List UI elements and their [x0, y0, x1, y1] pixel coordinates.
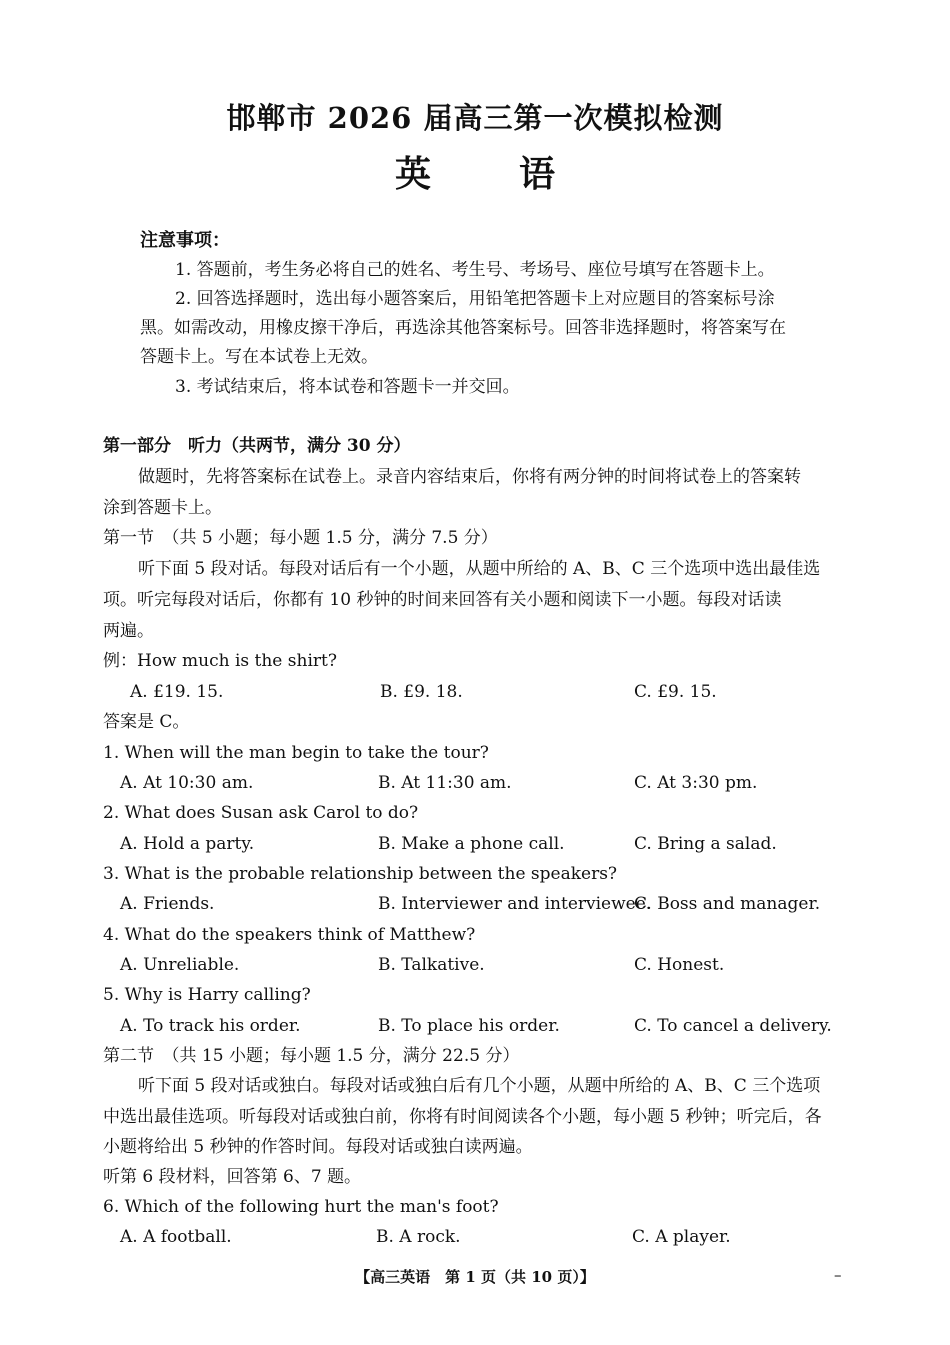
- question-1-option-a: A. At 10:30 am.: [120, 773, 254, 793]
- page-footer: 【高三英语 第 1 页（共 10 页）】: [355, 1268, 595, 1286]
- section1-heading: 第一节 （共 5 小题；每小题 1.5 分，满分 7.5 分）: [103, 528, 498, 548]
- question-6-option-a: A. A football.: [120, 1227, 232, 1247]
- notes-item-2-line-2: 黑。如需改动，用橡皮擦干净后，再选涂其他答案标号。回答非选择题时，将答案写在: [140, 318, 786, 338]
- example-option-a: A. £19. 15.: [130, 682, 224, 702]
- notes-heading: 注意事项：: [140, 230, 230, 251]
- example-option-c: C. £9. 15.: [634, 682, 717, 702]
- section1-intro-line-1: 听下面 5 段对话。每段对话后有一个小题，从题中所给的 A、B、C 三个选项中选出最佳选: [138, 559, 821, 579]
- notes-item-3: 3. 考试结束后，将本试卷和答题卡一并交回。: [175, 377, 520, 397]
- example-answer: 答案是 C。: [103, 712, 190, 732]
- exam-title: 邯郸市 2026 届高三第一次模拟检测: [226, 101, 724, 135]
- example-option-b: B. £9. 18.: [380, 682, 463, 702]
- question-4: 4. What do the speakers think of Matthew?: [103, 925, 476, 945]
- question-6-option-c: C. A player.: [632, 1227, 731, 1247]
- question-2-option-a: A. Hold a party.: [120, 834, 255, 854]
- section2-heading: 第二节 （共 15 小题；每小题 1.5 分，满分 22.5 分）: [103, 1046, 520, 1066]
- question-3-option-b: B. Interviewer and interviewee.: [378, 894, 652, 914]
- footer-dash: –: [834, 1266, 842, 1284]
- section2-intro-line-3: 小题将给出 5 秒钟的作答时间。每段对话或独白读两遍。: [103, 1137, 533, 1157]
- section1-intro-line-3: 两遍。: [103, 621, 154, 641]
- notes-item-2-line-1: 2. 回答选择题时，选出每小题答案后，用铅笔把答题卡上对应题目的答案标号涂: [175, 289, 775, 309]
- question-3: 3. What is the probable relationship between the speakers?: [103, 864, 618, 884]
- question-6: 6. Which of the following hurt the man's foot?: [103, 1197, 499, 1217]
- question-2-option-b: B. Make a phone call.: [378, 834, 565, 854]
- part1-intro-line-1: 做题时，先将答案标在试卷上。录音内容结束后，你将有两分钟的时间将试卷上的答案转: [138, 467, 801, 487]
- question-4-option-b: B. Talkative.: [378, 955, 485, 975]
- question-1-option-c: C. At 3:30 pm.: [634, 773, 758, 793]
- subject-char-1: 英: [394, 153, 431, 195]
- question-4-option-c: C. Honest.: [634, 955, 725, 975]
- question-3-option-c: C. Boss and manager.: [634, 894, 821, 914]
- question-5-option-b: B. To place his order.: [378, 1016, 560, 1036]
- question-2-option-c: C. Bring a salad.: [634, 834, 777, 854]
- example-question: 例：How much is the shirt?: [103, 651, 337, 671]
- section2-intro-line-2: 中选出最佳选项。听每段对话或独白前，你将有时间阅读各个小题，每小题 5 秒钟；听完后，各: [103, 1107, 822, 1127]
- notes-item-2-line-3: 答题卡上。写在本试卷上无效。: [140, 347, 378, 367]
- question-2: 2. What does Susan ask Carol to do?: [103, 803, 419, 823]
- part1-intro-line-2: 涂到答题卡上。: [103, 498, 222, 518]
- part1-heading: 第一部分 听力（共两节，满分 30 分）: [103, 436, 411, 456]
- section1-intro-line-2: 项。听完每段对话后，你都有 10 秒钟的时间来回答有关小题和阅读下一小题。每段对话读: [103, 590, 782, 610]
- question-3-option-a: A. Friends.: [120, 894, 215, 914]
- question-1: 1. When will the man begin to take the tour?: [103, 743, 489, 763]
- question-1-option-b: B. At 11:30 am.: [378, 773, 512, 793]
- question-4-option-a: A. Unreliable.: [120, 955, 240, 975]
- notes-item-1: 1. 答题前，考生务必将自己的姓名、考生号、考场号、座位号填写在答题卡上。: [175, 260, 775, 280]
- material-instruction: 听第 6 段材料，回答第 6、7 题。: [103, 1167, 362, 1187]
- question-5-option-c: C. To cancel a delivery.: [634, 1016, 832, 1036]
- subject-char-2: 语: [519, 153, 556, 195]
- section2-intro-line-1: 听下面 5 段对话或独白。每段对话或独白后有几个小题，从题中所给的 A、B、C 三个选项: [138, 1076, 821, 1096]
- question-5-option-a: A. To track his order.: [120, 1016, 301, 1036]
- question-6-option-b: B. A rock.: [376, 1227, 461, 1247]
- question-5: 5. Why is Harry calling?: [103, 985, 311, 1005]
- subject-title: [0, 146, 950, 197]
